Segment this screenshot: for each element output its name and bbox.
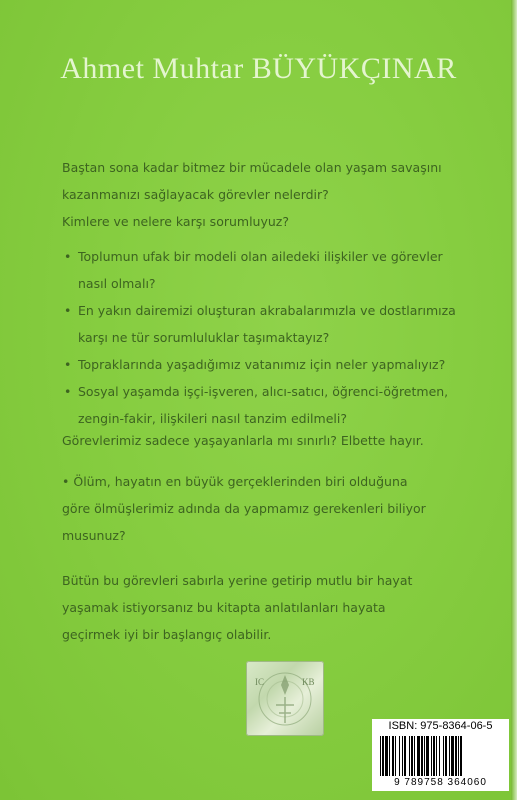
barcode-bar bbox=[455, 736, 457, 776]
cover-edge bbox=[511, 0, 517, 800]
barcode-bar bbox=[404, 736, 406, 776]
barcode-bar bbox=[433, 736, 435, 776]
intro-line: kazanmanızı sağlayacak görevler nelerdir? bbox=[62, 187, 329, 202]
barcode-bar bbox=[402, 736, 403, 776]
barcode-bar bbox=[445, 736, 447, 776]
list-item-line: • Sosyal yaşamda işçi-işveren, alıcı-satıcı, öğrenci-öğretmen, bbox=[78, 384, 449, 399]
list-item-line: nasıl olmalı? bbox=[78, 276, 156, 291]
death-question-line: musunuz? bbox=[62, 528, 126, 543]
list-item bbox=[62, 243, 472, 297]
barcode-bar bbox=[431, 736, 432, 776]
barcode-bar bbox=[451, 736, 454, 776]
barcode-bar bbox=[460, 736, 462, 776]
barcode-bar bbox=[380, 736, 381, 776]
intro-line: Baştan sona kadar bitmez bir mücadele olan yaşam savaşını bbox=[62, 160, 442, 175]
death-question-line: • Ölüm, hayatın en büyük gerçeklerinden biri olduğuna bbox=[62, 468, 472, 495]
death-question bbox=[62, 468, 472, 549]
list-item bbox=[62, 351, 472, 378]
barcode-bar bbox=[414, 736, 415, 776]
list-item-line: • En yakın dairemizi oluşturan akrabalarımızla ve dostlarımıza bbox=[78, 303, 456, 318]
list-item-line: • Toplumun ufak bir modeli olan ailedeki ilişkiler ve görevler bbox=[78, 249, 443, 264]
closing-line: geçirmek iyi bir başlangıç olabilir. bbox=[62, 627, 272, 642]
barcode-bar bbox=[449, 736, 450, 776]
barcode-label bbox=[372, 719, 509, 791]
question-list bbox=[62, 243, 472, 432]
closing-paragraph bbox=[62, 567, 472, 648]
list-item-line: karşı ne tür sorumluluklar taşımaktayız? bbox=[78, 330, 330, 345]
barcode-bar bbox=[382, 736, 384, 776]
closing-line: Bütün bu görevleri sabırla yerine getirip mutlu bir hayat bbox=[62, 573, 413, 588]
list-item bbox=[62, 378, 472, 432]
barcode-bar bbox=[389, 736, 390, 776]
list-item-line: • Topraklarında yaşadığımız vatanımız için neler yapmalıyız? bbox=[78, 357, 446, 372]
intro-line: Kimlere ve nelere karşı sorumluyuz? bbox=[62, 214, 289, 229]
barcode-bar bbox=[417, 736, 420, 776]
barcode-bar bbox=[395, 736, 396, 776]
list-item-line: zengin-fakir, ilişkileri nasıl tanzim edilmeli? bbox=[78, 411, 347, 426]
barcode-bar bbox=[443, 736, 444, 776]
barcode-bar bbox=[421, 736, 423, 776]
barcode-bar bbox=[426, 736, 429, 776]
barcode-bar bbox=[409, 736, 410, 776]
barcode-bar bbox=[439, 736, 440, 776]
barcode-bar bbox=[436, 736, 437, 776]
barcode-bar bbox=[399, 736, 400, 776]
hologram-emblem-icon bbox=[246, 661, 324, 736]
barcode-bar bbox=[411, 736, 413, 776]
barcode-icon bbox=[378, 736, 503, 776]
closing-line: yaşamak istiyorsanız bu kitapta anlatılanları hayata bbox=[62, 600, 386, 615]
barcode-bar bbox=[424, 736, 425, 776]
author-name: Ahmet Muhtar BÜYÜKÇINAR bbox=[60, 52, 457, 85]
hologram-sticker bbox=[246, 661, 324, 736]
barcode-bar bbox=[385, 736, 388, 776]
hologram-left-text: IC bbox=[255, 677, 264, 687]
duties-line: Görevlerimiz sadece yaşayanlarla mı sınırlı? Elbette hayır. bbox=[62, 433, 424, 448]
list-item bbox=[62, 297, 472, 351]
barcode-bar bbox=[392, 736, 394, 776]
intro-paragraph bbox=[62, 154, 472, 235]
barcode-bar bbox=[458, 736, 459, 776]
hologram-right-text: KB bbox=[302, 677, 315, 687]
barcode-digits: 9 789758 364060 bbox=[394, 777, 487, 788]
isbn-number: ISBN: 975-8364-06-5 bbox=[388, 720, 493, 732]
death-question-line: göre ölmüşlerimiz adında da yapmamız gerekenleri biliyor bbox=[62, 501, 426, 516]
